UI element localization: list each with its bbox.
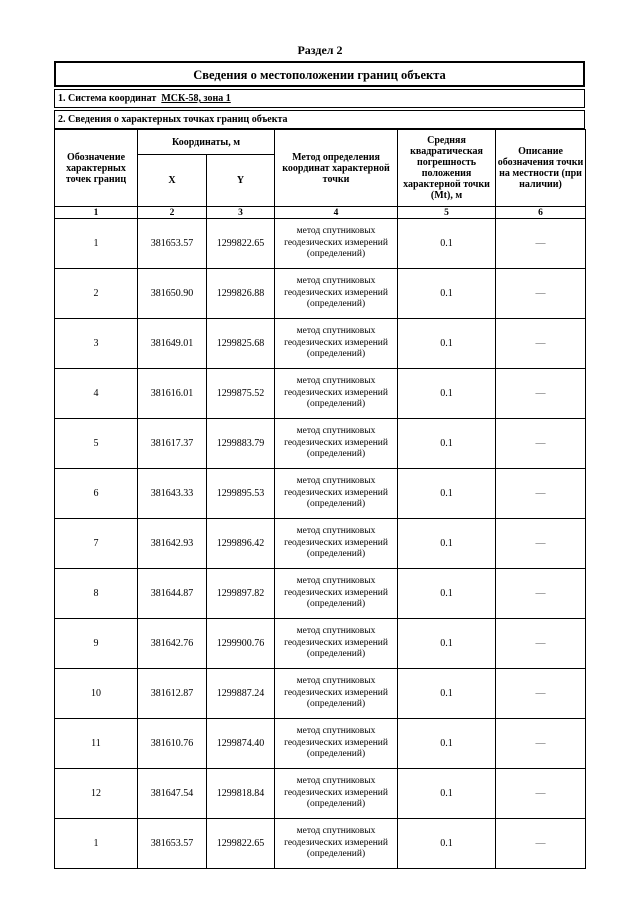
col-method-header: Метод определения координат характерной точки [275, 130, 398, 207]
mean-square-error: 0.1 [398, 269, 496, 319]
mean-square-error: 0.1 [398, 319, 496, 369]
method: метод спутниковых геодезических измерений (определений) [275, 419, 398, 469]
mean-square-error: 0.1 [398, 719, 496, 769]
table-row [55, 719, 586, 769]
coord-x: 381642.93 [138, 519, 207, 569]
table-row [55, 519, 586, 569]
point-number: 6 [55, 469, 138, 519]
col-coords-header: Координаты, м [138, 130, 275, 155]
col-error-header: Средняя квадратическая погрешность положения характерной точки (Mt), м [398, 130, 496, 207]
object-title: Сведения о местоположении границ объекта [54, 61, 585, 87]
mean-square-error: 0.1 [398, 619, 496, 669]
table-row [55, 469, 586, 519]
coord-x: 381617.37 [138, 419, 207, 469]
mean-square-error: 0.1 [398, 419, 496, 469]
table-row [55, 669, 586, 719]
coord-x: 381643.33 [138, 469, 207, 519]
point-description: — [496, 569, 586, 619]
table-row [55, 619, 586, 669]
mean-square-error: 0.1 [398, 569, 496, 619]
point-number: 5 [55, 419, 138, 469]
point-description: — [496, 219, 586, 269]
table-row [55, 219, 586, 269]
point-number: 1 [55, 819, 138, 869]
coord-x: 381644.87 [138, 569, 207, 619]
table-row [55, 419, 586, 469]
point-description: — [496, 719, 586, 769]
coord-x: 381610.76 [138, 719, 207, 769]
point-number: 12 [55, 769, 138, 819]
coord-y: 1299822.65 [207, 819, 275, 869]
point-number: 7 [55, 519, 138, 569]
coord-y: 1299818.84 [207, 769, 275, 819]
col-description-header: Описание обозначения точки на местности (при наличии) [496, 130, 586, 207]
method: метод спутниковых геодезических измерений (определений) [275, 519, 398, 569]
mean-square-error: 0.1 [398, 469, 496, 519]
method: метод спутниковых геодезических измерений (определений) [275, 569, 398, 619]
coord-x: 381653.57 [138, 219, 207, 269]
method: метод спутниковых геодезических измерений (определений) [275, 819, 398, 869]
col-x-header: X [138, 155, 207, 207]
coord-y: 1299900.76 [207, 619, 275, 669]
points-header: 2. Сведения о характерных точках границ объекта [54, 110, 585, 129]
point-number: 4 [55, 369, 138, 419]
mean-square-error: 0.1 [398, 369, 496, 419]
coord-y: 1299875.52 [207, 369, 275, 419]
points-table-body [55, 219, 586, 869]
method: метод спутниковых геодезических измерений (определений) [275, 469, 398, 519]
method: метод спутниковых геодезических измерений (определений) [275, 369, 398, 419]
point-number: 2 [55, 269, 138, 319]
coord-x: 381649.01 [138, 319, 207, 369]
point-description: — [496, 469, 586, 519]
coord-x: 381612.87 [138, 669, 207, 719]
point-description: — [496, 269, 586, 319]
coord-y: 1299874.40 [207, 719, 275, 769]
coord-y: 1299897.82 [207, 569, 275, 619]
point-number: 9 [55, 619, 138, 669]
coord-y: 1299883.79 [207, 419, 275, 469]
col-number: 3 [207, 207, 275, 219]
coord-x: 381647.54 [138, 769, 207, 819]
mean-square-error: 0.1 [398, 769, 496, 819]
coord-x: 381650.90 [138, 269, 207, 319]
points-table [54, 129, 586, 869]
method: метод спутниковых геодезических измерений (определений) [275, 769, 398, 819]
method: метод спутниковых геодезических измерений (определений) [275, 269, 398, 319]
coord-y: 1299896.42 [207, 519, 275, 569]
method: метод спутниковых геодезических измерений (определений) [275, 219, 398, 269]
method: метод спутниковых геодезических измерений (определений) [275, 669, 398, 719]
coord-system-line [54, 89, 585, 108]
point-number: 1 [55, 219, 138, 269]
point-description: — [496, 369, 586, 419]
col-number: 2 [138, 207, 207, 219]
section-title: Раздел 2 [297, 43, 343, 57]
table-row [55, 319, 586, 369]
coord-y: 1299895.53 [207, 469, 275, 519]
coord-y: 1299826.88 [207, 269, 275, 319]
document-frame [54, 61, 585, 869]
coord-y: 1299825.68 [207, 319, 275, 369]
table-row [55, 769, 586, 819]
mean-square-error: 0.1 [398, 219, 496, 269]
point-description: — [496, 769, 586, 819]
coord-system-label: 1. Система координат [58, 93, 157, 104]
point-number: 10 [55, 669, 138, 719]
col-y-header: Y [207, 155, 275, 207]
point-description: — [496, 669, 586, 719]
mean-square-error: 0.1 [398, 519, 496, 569]
table-row [55, 569, 586, 619]
point-description: — [496, 419, 586, 469]
col-number: 6 [496, 207, 586, 219]
coord-x: 381653.57 [138, 819, 207, 869]
col-number: 1 [55, 207, 138, 219]
point-description: — [496, 519, 586, 569]
point-description: — [496, 619, 586, 669]
point-description: — [496, 319, 586, 369]
col-number: 5 [398, 207, 496, 219]
coord-y: 1299822.65 [207, 219, 275, 269]
method: метод спутниковых геодезических измерений (определений) [275, 619, 398, 669]
table-row [55, 269, 586, 319]
point-number: 3 [55, 319, 138, 369]
point-description: — [496, 819, 586, 869]
point-number: 8 [55, 569, 138, 619]
mean-square-error: 0.1 [398, 669, 496, 719]
table-row [55, 819, 586, 869]
mean-square-error: 0.1 [398, 819, 496, 869]
col-number: 4 [275, 207, 398, 219]
coord-x: 381642.76 [138, 619, 207, 669]
table-row [55, 369, 586, 419]
coord-system-value: МСК-58, зона 1 [161, 93, 231, 104]
method: метод спутниковых геодезических измерений (определений) [275, 319, 398, 369]
coord-y: 1299887.24 [207, 669, 275, 719]
point-number: 11 [55, 719, 138, 769]
col-designation-header: Обозначение характерных точек границ [55, 130, 138, 207]
method: метод спутниковых геодезических измерений (определений) [275, 719, 398, 769]
coord-x: 381616.01 [138, 369, 207, 419]
